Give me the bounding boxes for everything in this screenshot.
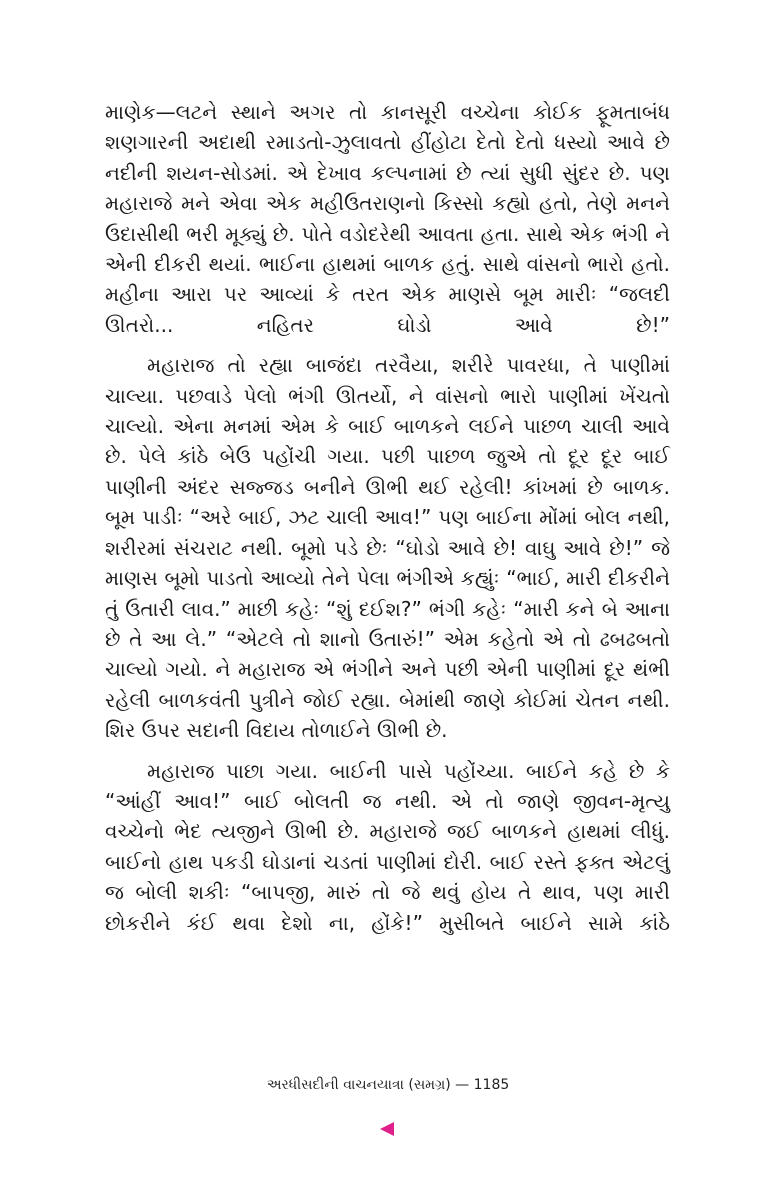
page-footer: અરધીસદીની વાચનયાત્રા (સમગ્ર) — 1185 <box>266 1077 510 1093</box>
paragraph-3: મહારાજ પાછા ગયા. બાઈની પાસે પહોંચ્યા. બાઈને કહે છે કે “આંહીં આવ!” બાઈ બોલતી જ નથી. એ તો જાણે જીવન-મૃત્યુ વચ્ચેનો ભેદ ત્યજીને ઊભી છે. મહારાજે જઈ બાળકને હાથમાં લીધું. બાઈનો હાથ પકડી ઘોડાનાં ચડતાં પાણીમાં દોરી. બાઈ રસ્તે ફક્ત એટલું જ બોલી શકીઃ “બાપજી, મારું તો જે થવું હોય તે થાવ, પણ મારી છોકરીને કંઈ થવા દેશો ના, હોંકે!” મુસીબતે બાઈને સામે કાંઠે <box>105 758 670 935</box>
page-body <box>105 97 670 938</box>
left-triangle-icon[interactable] <box>380 1122 394 1136</box>
paragraph-2: મહારાજ તો રહ્યા બાજંદા તરવૈયા, શરીરે પાવરધા, તે પાણીમાં ચાલ્યા. પછવાડે પેલો ભંગી ઊતર્યો, ને વાંસનો ભારો પાણીમાં ખેંચતો ચાલ્યો. એના મનમાં એમ કે બાઈ બાળકને લઈને પાછળ ચાલી આવે છે. પેલે કાંઠે બેઉ પહોંચી ગયા. પછી પાછળ જુએ તો દૂર દૂર બાઈ પાણીની અંદર સજ્જડ બનીને ઊભી થઈ રહેલી! કાંખમાં છે બાળક. બૂમ પાડીઃ “અરે બાઈ, ઝટ ચાલી આવ!” પણ બાઈના મોંમાં બોલ નથી, શરીરમાં સંચરાટ નથી. બૂમો પડે છેઃ “ઘોડો આવે છે! વાઘુ આવે છે!” જે માણસ બૂમો પાડતો આવ્યો તેને પેલા ભંગીએ કહ્યુંઃ “ભાઈ, મારી દીકરીને તું ઉતારી લાવ.” માછી કહેઃ “શું દઈશ?” ભંગી કહેઃ “મારી કને બે આના છે તે આ લે.” “એટલે તો શાનો ઉતારું!” એમ કહેતો એ તો ઢબઢબતો ચાલ્યો ગયો. ને મહારાજ એ ભંગીને અને પછી એની પાણીમાં દૂર થંભી રહેલી બાળકવંતી પુત્રીને જોઈ રહ્યા. બેમાંથી જાણે કોઈમાં ચેતન નથી. શિર ઉપર સદાની વિદાય તોળાઈને ઊભી છે. <box>105 353 670 743</box>
paragraph-1: માણેક—લટને સ્થાને અગર તો કાનસૂરી વચ્ચેના કોઈક ફૂમતાબંધ શણગારની અદાથી રમાડતો-ઝુલાવતો હીંહોટા દેતો દેતો ધસ્યો આવે છે નદીની શયન-સોડમાં. એ દેખાવ કલ્પનામાં છે ત્યાં સુધી સુંદર છે. પણ મહારાજે મને એવા એક મહીઉતરાણનો કિસ્સો કહ્યો હતો, તેણે મનને ઉદાસીથી ભરી મૂક્યું છે. પોતે વડોદરેથી આવતા હતા. સાથે એક ભંગી ને એની દીકરી થયાં. ભાઈના હાથમાં બાળક હતું. સાથે વાંસનો ભારો હતો. મહીના આરા પર આવ્યાં કે તરત એક માણસે બૂમ મારીઃ “જલદી ઊતરો... નહિતર ઘોડો આવે છે!” <box>105 100 670 337</box>
